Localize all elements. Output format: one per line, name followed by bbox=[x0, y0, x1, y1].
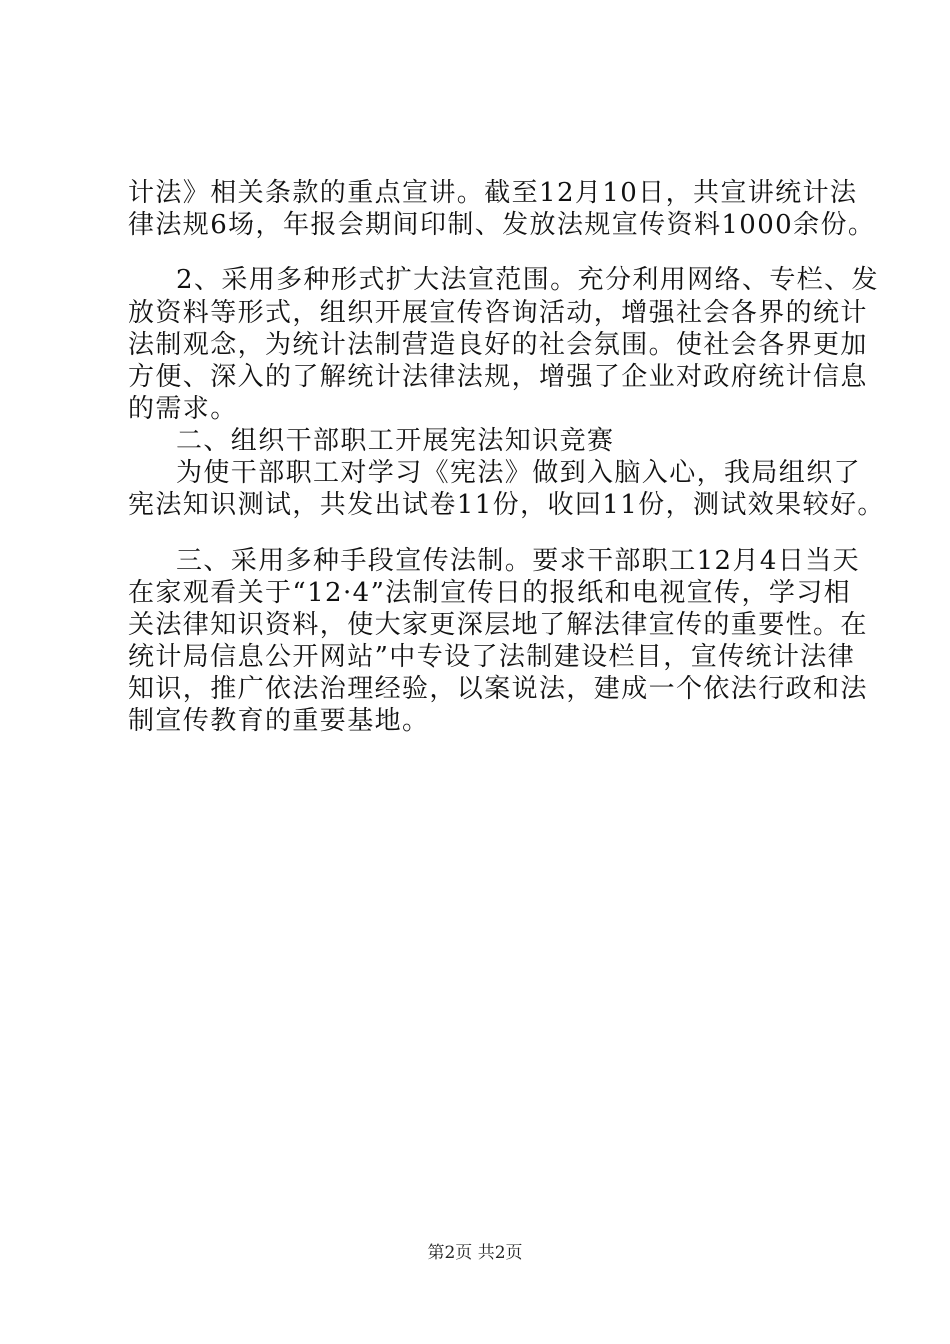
section-heading-2: 二、组织干部职工开展宪法知识竞赛 bbox=[176, 426, 615, 456]
paragraph-2-start: 2、采用多种形式扩大法宣范围。充分利用网络、专栏、发 bbox=[176, 265, 879, 295]
text-line: 放资料等形式，组织开展宣传咨询活动，增强社会各界的统计 bbox=[128, 298, 868, 328]
text-line: 法制观念，为统计法制营造良好的社会氛围。使社会各界更加 bbox=[128, 330, 868, 360]
text-line: 知识，推广依法治理经验，以案说法，建成一个依法行政和法 bbox=[128, 674, 868, 704]
text-line: 宪法知识测试，共发出试卷11份，收回11份，测试效果较好。 bbox=[128, 490, 885, 520]
text-line: 计法》相关条款的重点宣讲。截至12月10日，共宣讲统计法 bbox=[128, 178, 858, 208]
text-line: 统计局信息公开网站”中专设了法制建设栏目，宣传统计法律 bbox=[128, 642, 856, 672]
text-line: 制宣传教育的重要基地。 bbox=[128, 706, 430, 736]
text-line: 关法律知识资料，使大家更深层地了解法律宣传的重要性。在 bbox=[128, 610, 868, 640]
paragraph-constitution-start: 为使干部职工对学习《宪法》做到入脑入心，我局组织了 bbox=[176, 458, 862, 488]
text-line: 律法规6场，年报会期间印制、发放法规宣传资料1000余份。 bbox=[128, 210, 876, 240]
text-line: 在家观看关于“12·4”法制宣传日的报纸和电视宣传，学习相 bbox=[128, 578, 852, 608]
text-line: 的需求。 bbox=[128, 394, 238, 424]
text-line: 方便、深入的了解统计法律法规，增强了企业对政府统计信息 bbox=[128, 362, 868, 392]
page-number-footer: 第2页 共2页 bbox=[427, 1243, 523, 1263]
section-heading-3: 三、采用多种手段宣传法制。要求干部职工12月4日当天 bbox=[176, 546, 861, 576]
